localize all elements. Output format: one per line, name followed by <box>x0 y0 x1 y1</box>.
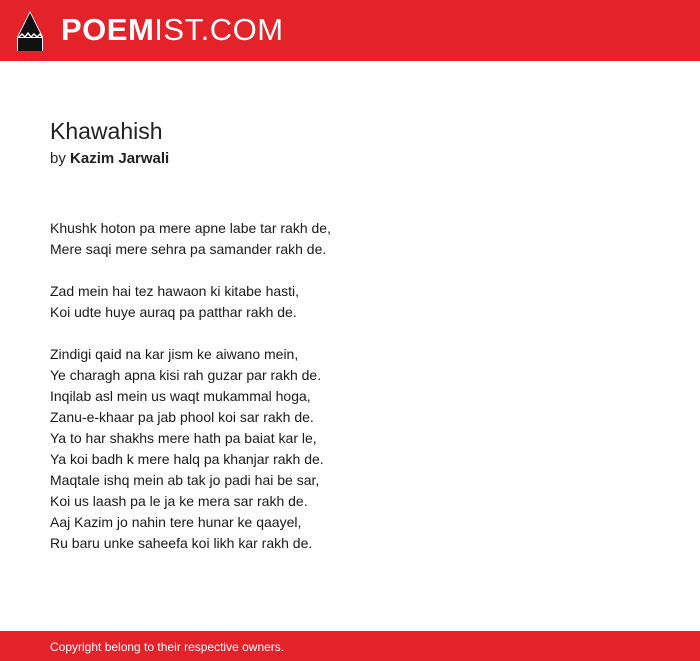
site-logo[interactable] <box>61 11 284 49</box>
site-header <box>0 0 700 61</box>
site-footer <box>0 631 700 661</box>
stanza-3 <box>50 344 650 554</box>
logo-light-text: IST.COM <box>154 12 284 47</box>
poem-line: Maqtale ishq mein ab tak jo padi hai be sar, <box>50 472 320 488</box>
poem-line: Zanu-e-khaar pa jab phool koi sar rakh de. <box>50 409 314 425</box>
poem-line: Zindigi qaid na kar jism ke aiwano mein, <box>50 346 299 362</box>
poem-line: Koi udte huye auraq pa patthar rakh de. <box>50 304 297 320</box>
poem-line: Ya koi badh k mere halq pa khanjar rakh de. <box>50 451 324 467</box>
poem-line: Inqilab asl mein us waqt mukammal hoga, <box>50 388 311 404</box>
poem-line: Ru baru unke saheefa koi likh kar rakh de. <box>50 535 313 551</box>
poem-line: Koi us laash pa le ja ke mera sar rakh de. <box>50 493 308 509</box>
stanza-2 <box>50 281 650 323</box>
poem-line: Ye charagh apna kisi rah guzar par rakh de. <box>50 367 322 383</box>
pencil-logo-icon[interactable] <box>16 10 44 52</box>
author-name: Kazim Jarwali <box>70 150 170 167</box>
by-label: by <box>50 150 66 167</box>
copyright-text: Copyright belong to their respective owners. <box>50 640 285 654</box>
poem-line: Khushk hoton pa mere apne labe tar rakh de, <box>50 220 331 236</box>
poem-line: Mere saqi mere sehra pa samander rakh de. <box>50 241 327 257</box>
poem-body <box>50 218 650 575</box>
stanza-1 <box>50 218 650 260</box>
poem-line: Ya to har shakhs mere hath pa baiat kar le, <box>50 430 317 446</box>
poem-line: Aaj Kazim jo nahin tere hunar ke qaayel, <box>50 514 302 530</box>
logo-bold-text: POEM <box>61 12 155 47</box>
poem-title: Khawahish <box>50 118 163 144</box>
byline <box>50 149 169 169</box>
poem-line: Zad mein hai tez hawaon ki kitabe hasti, <box>50 283 300 299</box>
